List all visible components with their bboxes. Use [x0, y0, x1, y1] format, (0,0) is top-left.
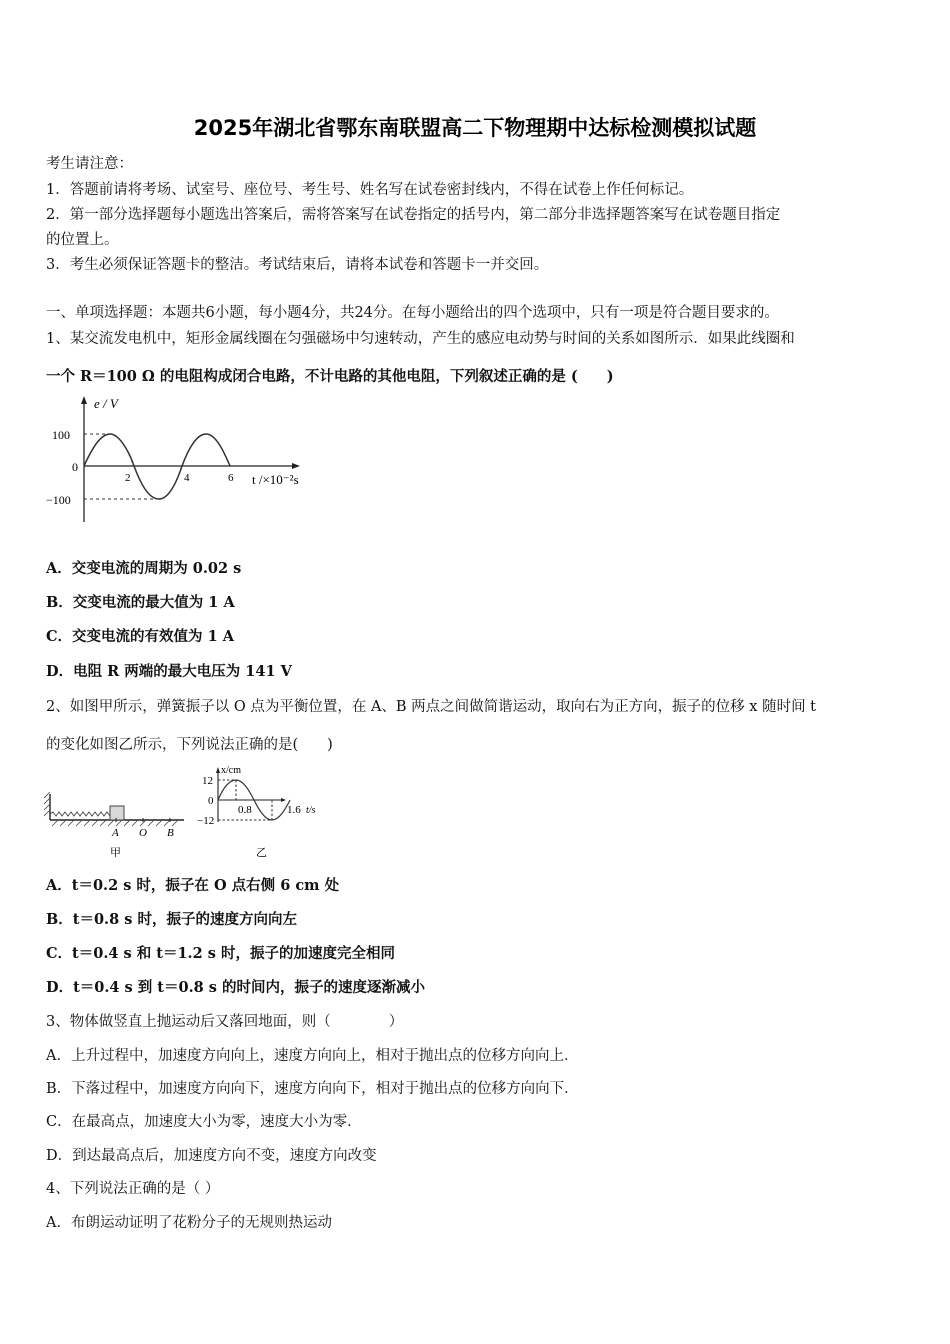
q3-option-c: C．在最高点，加速度大小为零，速度大小为零．: [46, 1114, 362, 1130]
q1-y-tick-neg100: −100: [46, 493, 71, 507]
q2-point-o-label: O: [139, 827, 147, 839]
q1-x-tick-6: 6: [228, 472, 234, 484]
q2-y-axis-label: x/cm: [221, 765, 241, 776]
q1-y-tick-0: 0: [72, 460, 78, 474]
page-title: 2025年湖北省鄂东南联盟高二下物理期中达标检测模拟试题: [193, 116, 757, 140]
notice-item-2-cont: 的位置上。: [46, 232, 119, 248]
q1-stem-line-1: 1、某交流发电机中，矩形金属线圈在匀强磁场中匀速转动，产生的感应电动势与时间的关系如图所示．如果此线圈和: [46, 331, 795, 347]
q2-spring-oscillator-figure: [44, 792, 194, 860]
q2-option-d: D．t＝0.4 s 到 t＝0.8 s 的时间内，振子的速度逐渐减小: [46, 979, 425, 996]
q2-x-tick-0-8: 0.8: [238, 804, 252, 816]
q1-option-a: A．交变电流的周期为 0.02 s: [46, 560, 242, 577]
q1-emf-graph: [44, 392, 324, 527]
q1-option-c: C．交变电流的有效值为 1 A: [46, 628, 234, 645]
q2-stem-line-2: 的变化如图乙所示，下列说法正确的是( ): [46, 737, 333, 753]
q2-y-tick-neg12: −12: [197, 815, 215, 827]
q2-figure-b-caption: 乙: [256, 847, 267, 859]
q2-y-tick-0: 0: [208, 795, 214, 807]
q1-option-d: D．电阻 R 两端的最大电压为 141 V: [46, 663, 292, 680]
q2-x-tick-1-6: 1.6: [287, 804, 301, 816]
q2-y-tick-12: 12: [202, 775, 213, 787]
q2-point-a-label: A: [112, 827, 119, 839]
q3-stem: 3、物体做竖直上抛运动后又落回地面，则（ ）: [46, 1014, 404, 1030]
q1-y-tick-100: 100: [52, 428, 70, 442]
q3-option-d: D．到达最高点后，加速度方向不变，速度方向改变: [46, 1148, 377, 1164]
q1-x-tick-2: 2: [125, 472, 131, 484]
notice-item-2: 2．第一部分选择题每小题选出答案后，需将答案写在试卷指定的括号内，第二部分非选择题答案写在试卷题目指定: [46, 207, 781, 223]
q2-point-b-label: B: [167, 827, 174, 839]
q3-option-a: A．上升过程中，加速度方向向上，速度方向向上，相对于抛出点的位移方向向上．: [46, 1048, 579, 1064]
q2-stem-line-1: 2、如图甲所示，弹簧振子以 O 点为平衡位置，在 A、B 两点之间做简谐运动，取向右为正方向，振子的位移 x 随时间 t: [46, 699, 817, 715]
q1-stem-line-2: 一个 R＝100 Ω 的电阻构成闭合电路，不计电路的其他电阻，下列叙述正确的是 ( ): [46, 368, 614, 385]
q2-displacement-graph: [196, 764, 326, 860]
q1-x-axis-label: t /×10⁻²s: [252, 472, 299, 487]
notice-heading: 考生请注意：: [46, 156, 133, 172]
q2-option-a: A．t＝0.2 s 时，振子在 O 点右侧 6 cm 处: [46, 877, 340, 894]
q2-option-b: B．t＝0.8 s 时，振子的速度方向向左: [46, 911, 297, 928]
q4-option-a: A．布朗运动证明了花粉分子的无规则热运动: [46, 1215, 332, 1231]
q1-y-axis-label: e / V: [94, 396, 118, 411]
q2-figure-a-caption: 甲: [110, 847, 121, 859]
notice-item-3: 3．考生必须保证答题卡的整洁。考试结束后，请将本试卷和答题卡一并交回。: [46, 257, 549, 273]
section-heading: 一、单项选择题：本题共6小题，每小题4分，共24分。在每小题给出的四个选项中，只有一项是符合题目要求的。: [46, 305, 779, 321]
q1-option-b: B．交变电流的最大值为 1 A: [46, 594, 235, 611]
notice-item-1: 1．答题前请将考场、试室号、座位号、考生号、姓名写在试卷密封线内，不得在试卷上作任何标记。: [46, 182, 694, 198]
q3-option-b: B．下落过程中，加速度方向向下，速度方向向下，相对于抛出点的位移方向向下．: [46, 1081, 579, 1097]
q1-x-tick-4: 4: [184, 472, 190, 484]
q2-x-axis-label: t/s: [306, 805, 316, 816]
q2-option-c: C．t＝0.4 s 和 t＝1.2 s 时，振子的加速度完全相同: [46, 945, 395, 962]
q4-stem: 4、下列说法正确的是（ ）: [46, 1181, 220, 1197]
